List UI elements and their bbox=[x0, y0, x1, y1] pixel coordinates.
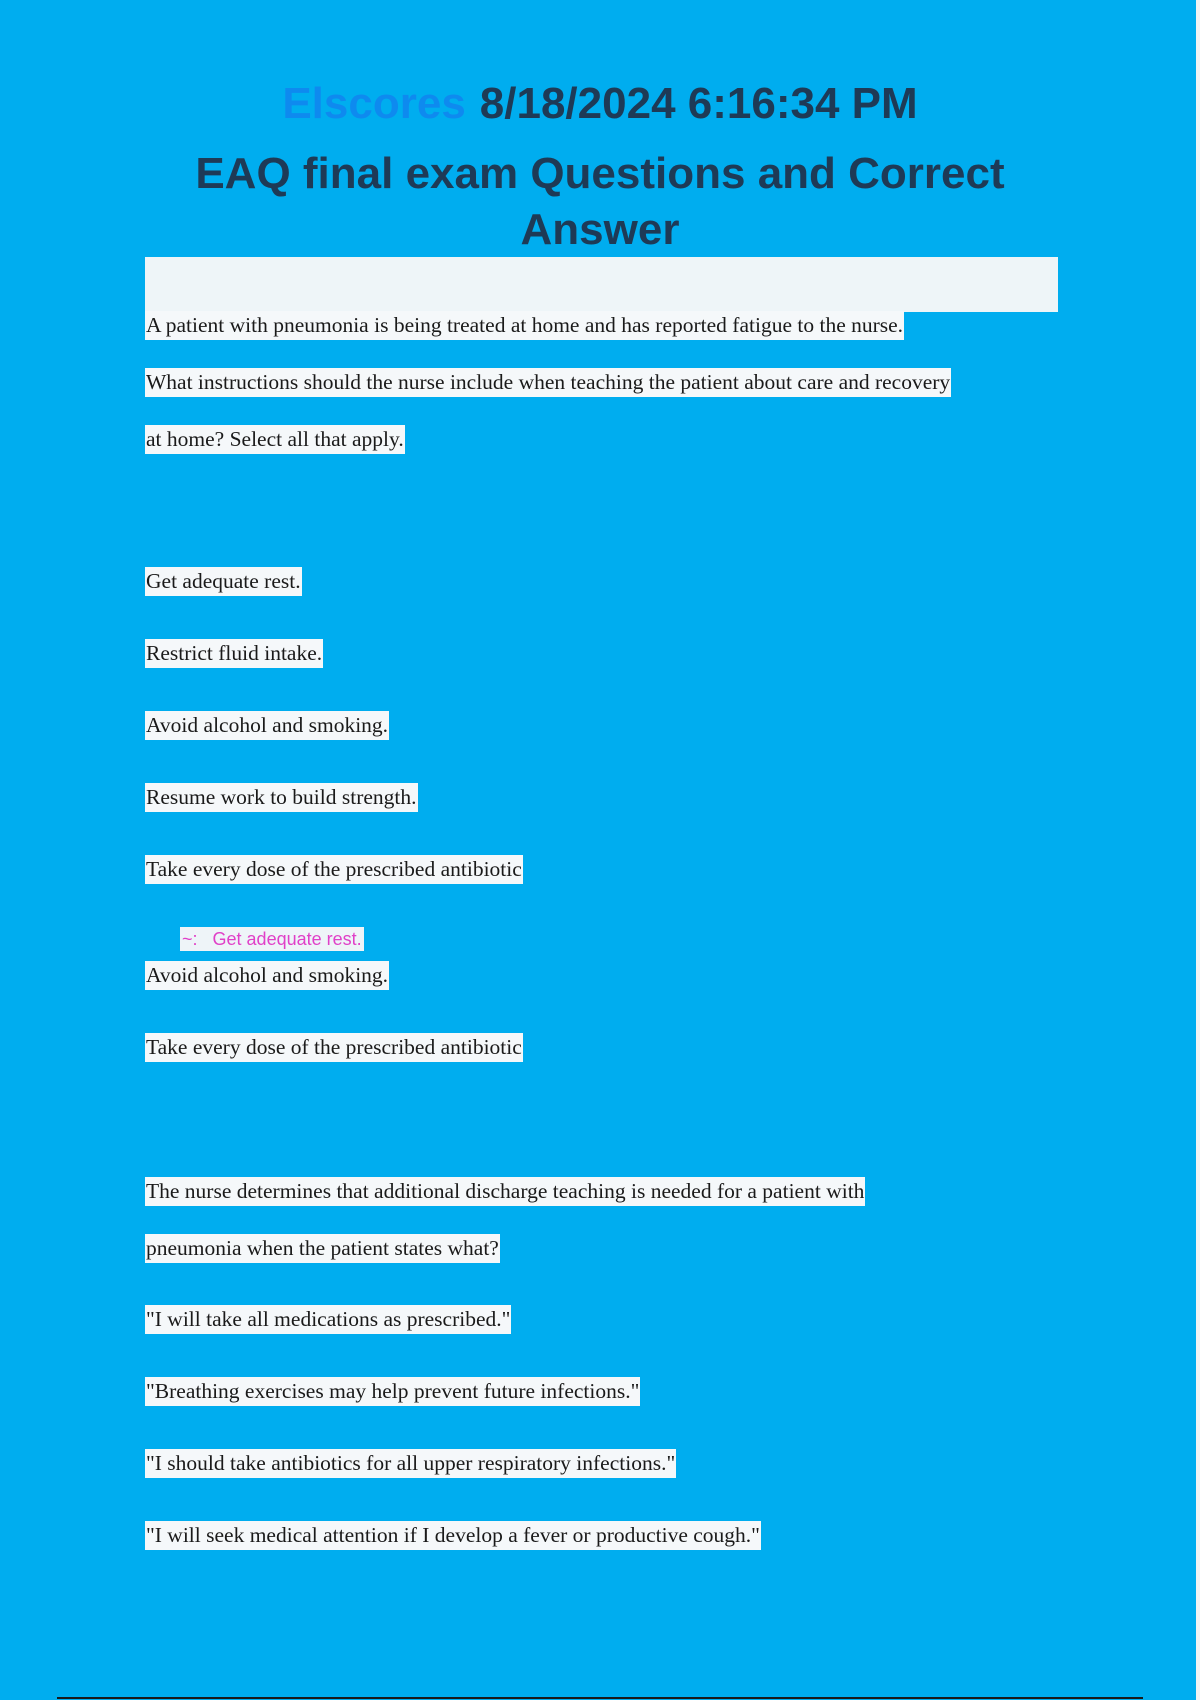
question-2-option-1: "I will take all medications as prescribed." bbox=[145, 1305, 511, 1334]
question-1-option-5: Take every dose of the prescribed antibiotic bbox=[145, 855, 523, 884]
question-2-option-3: "I should take antibiotics for all upper respiratory infections." bbox=[145, 1449, 676, 1478]
question-2-option-2: "Breathing exercises may help prevent future infections." bbox=[145, 1377, 640, 1406]
page-title: EAQ final exam Questions and Correct Answer bbox=[195, 149, 1005, 254]
answer-line-3: Take every dose of the prescribed antibiotic bbox=[145, 1033, 523, 1062]
question-1-option-1: Get adequate rest. bbox=[145, 567, 302, 596]
question-1-line-3: at home? Select all that apply. bbox=[145, 425, 405, 454]
highlight-bar bbox=[145, 257, 1058, 312]
answer-marker: ~: bbox=[182, 929, 198, 949]
answer-line-2: Avoid alcohol and smoking. bbox=[145, 961, 389, 990]
question-2-option-4: "I will seek medical attention if I develop a fever or productive cough." bbox=[145, 1521, 761, 1550]
question-1-line-1: A patient with pneumonia is being treated at home and has reported fatigue to the nurse. bbox=[145, 311, 904, 340]
footer-rule bbox=[57, 1697, 1143, 1699]
question-1-option-4: Resume work to build strength. bbox=[145, 783, 418, 812]
watermark: Elscores bbox=[282, 79, 466, 128]
page-header bbox=[0, 78, 1200, 130]
question-2-line-2: pneumonia when the patient states what? bbox=[145, 1234, 500, 1263]
question-1-line-2: What instructions should the nurse include when teaching the patient about care and recovery bbox=[145, 368, 951, 397]
question-1-option-2: Restrict fluid intake. bbox=[145, 639, 323, 668]
question-1-option-3: Avoid alcohol and smoking. bbox=[145, 711, 389, 740]
answer-first: Get adequate rest. bbox=[212, 929, 362, 949]
question-2-line-1: The nurse determines that additional discharge teaching is needed for a patient with bbox=[145, 1177, 865, 1206]
answer-key bbox=[180, 927, 364, 951]
page-edge bbox=[1196, 0, 1200, 1700]
header-timestamp: 8/18/2024 6:16:34 PM bbox=[479, 79, 918, 128]
